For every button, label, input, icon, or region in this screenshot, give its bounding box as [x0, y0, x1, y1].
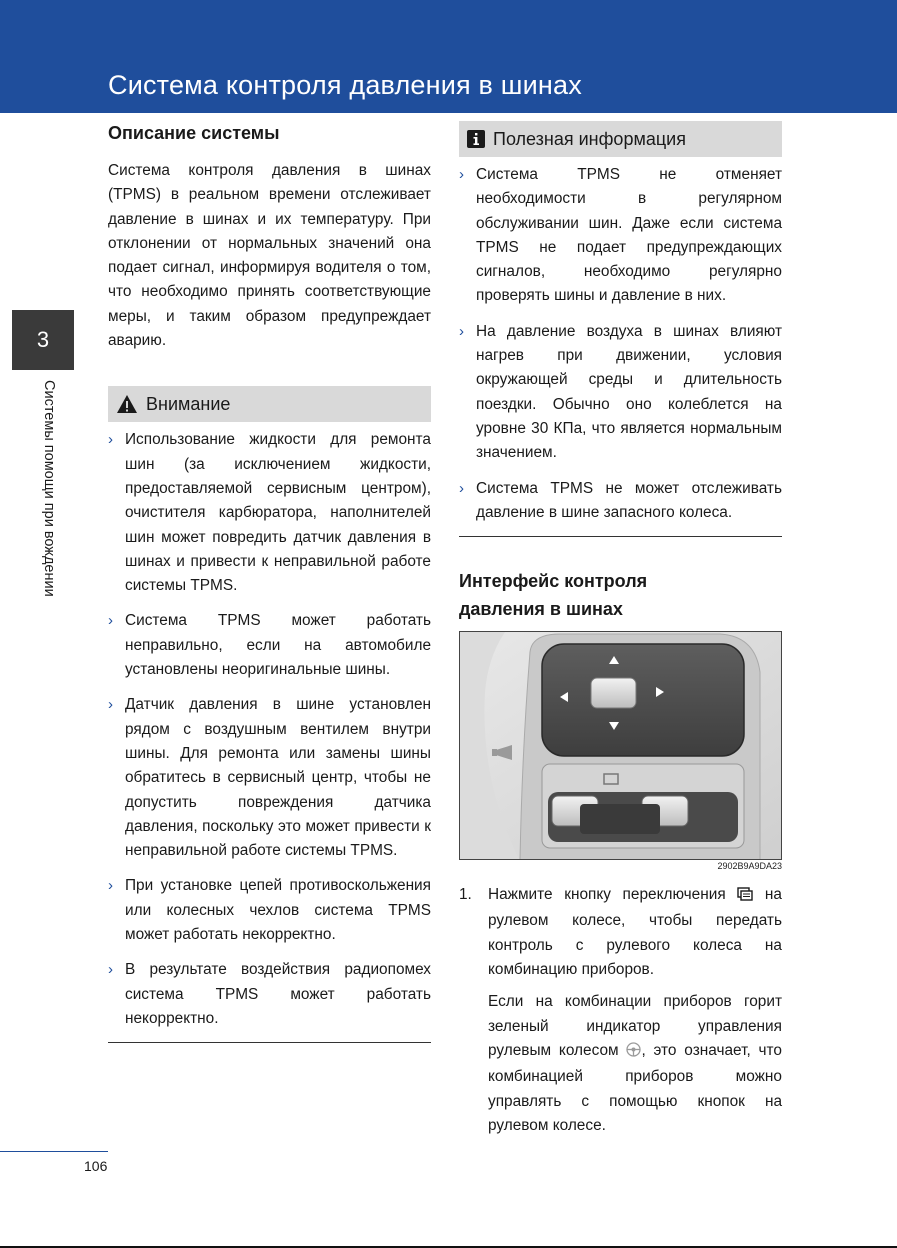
interface-heading: Интерфейс контроля давления в шинах	[459, 571, 648, 620]
steering-wheel-indicator-icon	[626, 1041, 641, 1065]
chevron-right-icon: ›	[108, 961, 113, 979]
list-item: › При установке цепей противоскольжения или колесных чехлов система TPMS может работать некорректно.	[108, 874, 431, 947]
info-list	[459, 163, 782, 525]
steering-wheel-controls-image	[460, 632, 782, 860]
step-text: Нажмите кнопку переключения на рулевом колесе, чтобы передать контроль с рулевого колеса на комбинацию приборов.	[488, 886, 782, 979]
chevron-right-icon: ›	[459, 166, 464, 183]
chapter-number-tab: 3	[12, 310, 74, 370]
chevron-right-icon: ›	[108, 877, 113, 895]
figure-code: 2902B9A9DA23	[717, 861, 782, 872]
info-icon	[467, 130, 485, 148]
chevron-right-icon: ›	[459, 479, 464, 497]
chevron-right-icon: ›	[459, 322, 464, 340]
warning-title: Внимание	[146, 393, 231, 414]
step-number: 1.	[459, 886, 472, 904]
warning-end-rule	[108, 1042, 431, 1043]
step-note: Если на комбинации приборов горит зеленый индикатор управления рулевым колесом , это означает, что комбинацией приборов можно управлять с помощью кнопок на рулевом колесе.	[488, 993, 782, 1134]
footer-rule	[0, 1151, 108, 1152]
page-number: 106	[84, 1158, 108, 1174]
steps-list	[459, 883, 782, 1138]
list-item: › Система TPMS может работать неправильно, если на автомобиле установлены неоригинальные шины.	[108, 609, 431, 682]
chapter-title: Системы помощи при вождении	[41, 380, 57, 597]
description-heading: Описание системы	[108, 123, 280, 143]
left-column	[108, 121, 431, 1043]
info-title: Полезная информация	[493, 128, 686, 149]
chevron-right-icon: ›	[108, 696, 113, 714]
warning-triangle-icon	[116, 394, 138, 414]
page-header	[0, 0, 897, 113]
steering-wheel-buttons-figure	[459, 631, 782, 860]
list-item: › На давление воздуха в шинах влияют нагрев при движении, условия окружающей среды и длительность поездки. Обычно оно колеблется на уровне 30 КПа, что является нормальным значением.	[459, 320, 782, 466]
list-item: › Система TPMS не может отслеживать давление в шине запасного колеса.	[459, 477, 782, 526]
list-item: › Датчик давления в шине установлен рядом с воздушным вентилем внутри шины. Для ремонта или замены шины обратитесь в сервисный центр, чтобы не допустить повреждения датчика давления, поскольку это может привести к неправильной работе системы TPMS.	[108, 693, 431, 863]
list-item: › Система TPMS не отменяет необходимости в регулярном обслуживании шин. Даже если система TPMS не подает предупреждающих сигналов, необходимо регулярно проверять шины и давление в них.	[459, 163, 782, 309]
step-item	[459, 883, 782, 1138]
chevron-right-icon: ›	[108, 431, 113, 449]
switch-mode-icon	[737, 885, 753, 909]
chevron-right-icon: ›	[108, 612, 113, 630]
description-text: Система контроля давления в шинах (TPMS) в реальном времени отслеживает давление в шинах и их температуру. При отклонении от нормальных значений она подает сигнал, информируя водителя о том, что необходимо принять соответствующие меры, и таким образом предупреждает аварию.	[108, 162, 431, 350]
warning-header	[108, 386, 431, 422]
right-column	[459, 121, 782, 1146]
info-header	[459, 121, 782, 157]
warning-list	[108, 428, 431, 1031]
page-title: Система контроля давления в шинах	[108, 70, 582, 100]
list-item: › Использование жидкости для ремонта шин (за исключением жидкости, предоставляемой сервисным центром), очистителя карбюратора, наполнителей шин может повредить датчик давления в шинах и привести к неправильной работе системы TPMS.	[108, 428, 431, 598]
list-item: › В результате воздействия радиопомех система TPMS может работать некорректно.	[108, 958, 431, 1031]
